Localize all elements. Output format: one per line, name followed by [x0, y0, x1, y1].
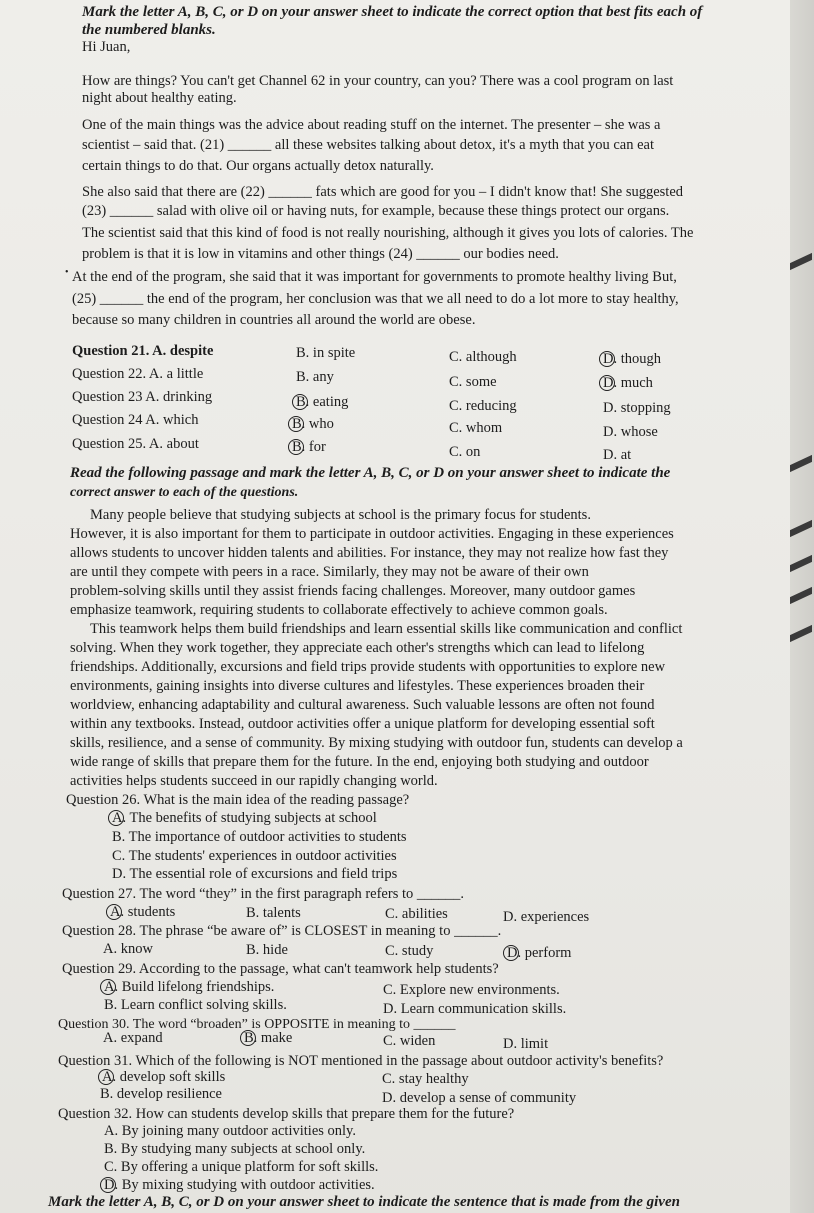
instruction-line: correct answer to each of the questions.	[70, 485, 299, 500]
instruction-line: Read the following passage and mark the letter A, B, C, or D on your answer sheet to indicate the	[70, 465, 671, 481]
option-c: C. widen	[383, 1033, 436, 1049]
letter-line: She also said that there are (22) ______ fats which are good for you – I didn't know that! She suggested	[82, 184, 683, 200]
option-c: C. stay healthy	[382, 1071, 469, 1087]
option-c: C. study	[385, 943, 434, 959]
passage-line: friendships. Additionally, excursions and field trips provide students with opportunities to explore new	[70, 659, 666, 675]
passage-line: wide range of skills that prepare them for the future. In the end, enjoying both studying and outdoor	[70, 754, 649, 770]
option-b: B. for	[292, 439, 326, 455]
answer-mark	[108, 810, 124, 826]
option-a: A. The benefits of studying subjects at school	[112, 810, 377, 826]
passage-line: worldview, enhancing adaptability and cultural awareness. Such valuable lessons are often not found	[70, 697, 655, 713]
option-c: C. whom	[449, 420, 503, 436]
option-d: D. Learn communication skills.	[383, 1001, 567, 1017]
question-24: Question 24 A. which	[72, 412, 199, 428]
option-b: B. By studying many subjects at school only.	[104, 1141, 366, 1157]
option-c: C. The students' experiences in outdoor activities	[112, 848, 397, 864]
option-c: C. reducing	[449, 398, 517, 414]
option-a: A. expand	[103, 1030, 163, 1046]
letter-line: The scientist said that this kind of food is not really nourishing, although it gives you lots of calories. The	[82, 225, 694, 241]
question-21: Question 21. A. despite	[72, 343, 214, 359]
answer-mark	[599, 375, 615, 391]
passage-line: skills, resilience, and a sense of community. By mixing studying with outdoor fun, students can develop a	[70, 735, 683, 751]
question-25: Question 25. A. about	[72, 436, 199, 452]
passage-line: environments, gaining insights into diverse cultures and lifestyles. These experiences broaden their	[70, 678, 645, 694]
answer-mark	[240, 1030, 256, 1046]
question-26: Question 26. What is the main idea of the reading passage?	[66, 792, 410, 808]
answer-mark	[100, 979, 116, 995]
question-32: Question 32. How can students develop skills that prepare them for the future?	[58, 1106, 515, 1122]
letter-line: How are things? You can't get Channel 62 in your country, can you? There was a cool program on last	[82, 73, 674, 89]
option-b: B. who	[292, 416, 334, 432]
option-b: B. any	[296, 369, 334, 385]
option-b: B. talents	[246, 905, 301, 921]
passage-line: solving. When they work together, they appreciate each other's strengths which can lead to lifelong	[70, 640, 645, 656]
option-d: D. perform	[507, 945, 572, 961]
option-d: D. though	[603, 351, 661, 367]
passage-line: allows students to uncover hidden talents and abilities. For instance, they may not realize how fast they	[70, 545, 669, 561]
answer-mark	[503, 945, 519, 961]
question-31: Question 31. Which of the following is NOT mentioned in the passage about outdoor activity's benefits?	[58, 1053, 664, 1069]
answer-mark	[98, 1069, 114, 1085]
letter-line: (25) ______ the end of the program, her conclusion was that we all need to do a lot more to stay healthy,	[72, 291, 679, 307]
passage-line: problem-solving skills until they assist friends facing challenges. Moreover, many outdoor games	[70, 583, 636, 599]
option-a: A. Build lifelong friendships.	[104, 979, 275, 995]
passage-line: activities helps students succeed in our rapidly changing world.	[70, 773, 438, 789]
passage-line: within any textbooks. Instead, outdoor activities offer a unique platform for developing essential soft	[70, 716, 655, 732]
passage-line: However, it is also important for them to participate in outdoor activities. Engaging in these experiences	[70, 526, 674, 542]
letter-line: scientist – said that. (21) ______ all these websites talking about detox, it's a myth that you can eat	[82, 137, 655, 153]
letter-line: (23) ______ salad with olive oil or having nuts, for example, because these things protect our organs.	[82, 203, 670, 219]
option-a: A. know	[103, 941, 153, 957]
question-30: Question 30. The word “broaden” is OPPOSITE in meaning to ______	[58, 1017, 456, 1032]
answer-mark	[288, 416, 304, 432]
answer-mark	[292, 394, 308, 410]
option-b: B. make	[244, 1030, 293, 1046]
option-d: D. experiences	[503, 909, 590, 925]
instruction-line: Mark the letter A, B, C, or D on your answer sheet to indicate the correct option that best fits each of	[82, 4, 703, 20]
answer-mark	[106, 904, 122, 920]
option-c: C. Explore new environments.	[383, 982, 560, 998]
option-c: C. some	[449, 374, 497, 390]
option-d: D. much	[603, 375, 653, 391]
bullet-dot: •	[65, 267, 69, 278]
option-b: B. in spite	[296, 345, 356, 361]
passage-line: are until they compete with peers in a race. Similarly, they may not be aware of their own	[70, 564, 589, 580]
option-b: B. hide	[246, 942, 288, 958]
option-b: B. eating	[296, 394, 349, 410]
option-b: B. The importance of outdoor activities to students	[112, 829, 407, 845]
question-22: Question 22. A. a little	[72, 366, 204, 382]
option-b: B. develop resilience	[100, 1086, 222, 1102]
letter-line: problem is that it is low in vitamins and other things (24) ______ our bodies need.	[82, 246, 559, 262]
passage-line: Many people believe that studying subjects at school is the primary focus for students.	[90, 507, 591, 523]
option-c: C. although	[449, 349, 517, 365]
question-27: Question 27. The word “they” in the first paragraph refers to ______.	[62, 886, 464, 902]
option-c: C. By offering a unique platform for soft skills.	[104, 1159, 379, 1175]
letter-line: One of the main things was the advice about reading stuff on the internet. The presenter – she was a	[82, 117, 661, 133]
page-edge	[790, 0, 814, 1213]
answer-mark	[100, 1177, 116, 1193]
footer-instruction: Mark the letter A, B, C, or D on your answer sheet to indicate the sentence that is made from the given	[48, 1194, 680, 1210]
passage-line: This teamwork helps them build friendships and learn essential skills like communication and conflict	[90, 621, 683, 637]
option-a: A. students	[110, 904, 176, 920]
letter-line: because so many children in countries all around the world are obese.	[72, 312, 476, 328]
option-d: D. The essential role of excursions and field trips	[112, 866, 398, 882]
option-d: D. By mixing studying with outdoor activities.	[104, 1177, 375, 1193]
question-23: Question 23 A. drinking	[72, 389, 213, 405]
answer-mark	[599, 351, 615, 367]
option-c: C. abilities	[385, 906, 448, 922]
option-c: C. on	[449, 444, 481, 460]
option-d: D. stopping	[603, 400, 671, 416]
instruction-line: the numbered blanks.	[82, 22, 216, 38]
answer-mark	[288, 439, 304, 455]
option-d: D. develop a sense of community	[382, 1090, 577, 1106]
option-b: B. Learn conflict solving skills.	[104, 997, 287, 1013]
option-a: A. By joining many outdoor activities only.	[104, 1123, 356, 1139]
passage-line: emphasize teamwork, requiring students to collaborate effectively to achieve common goals.	[70, 602, 608, 618]
letter-line: certain things to do that. Our organs actually detox naturally.	[82, 158, 434, 174]
letter-line: night about healthy eating.	[82, 90, 237, 106]
question-28: Question 28. The phrase “be aware of” is CLOSEST in meaning to ______.	[62, 923, 502, 939]
option-d: D. whose	[603, 424, 658, 440]
question-29: Question 29. According to the passage, what can't teamwork help students?	[62, 961, 499, 977]
letter-line: At the end of the program, she said that it was important for governments to promote healthy living But,	[72, 269, 677, 285]
greeting: Hi Juan,	[82, 39, 131, 55]
option-a: A. develop soft skills	[102, 1069, 226, 1085]
option-d: D. limit	[503, 1036, 549, 1052]
option-d: D. at	[603, 447, 632, 463]
